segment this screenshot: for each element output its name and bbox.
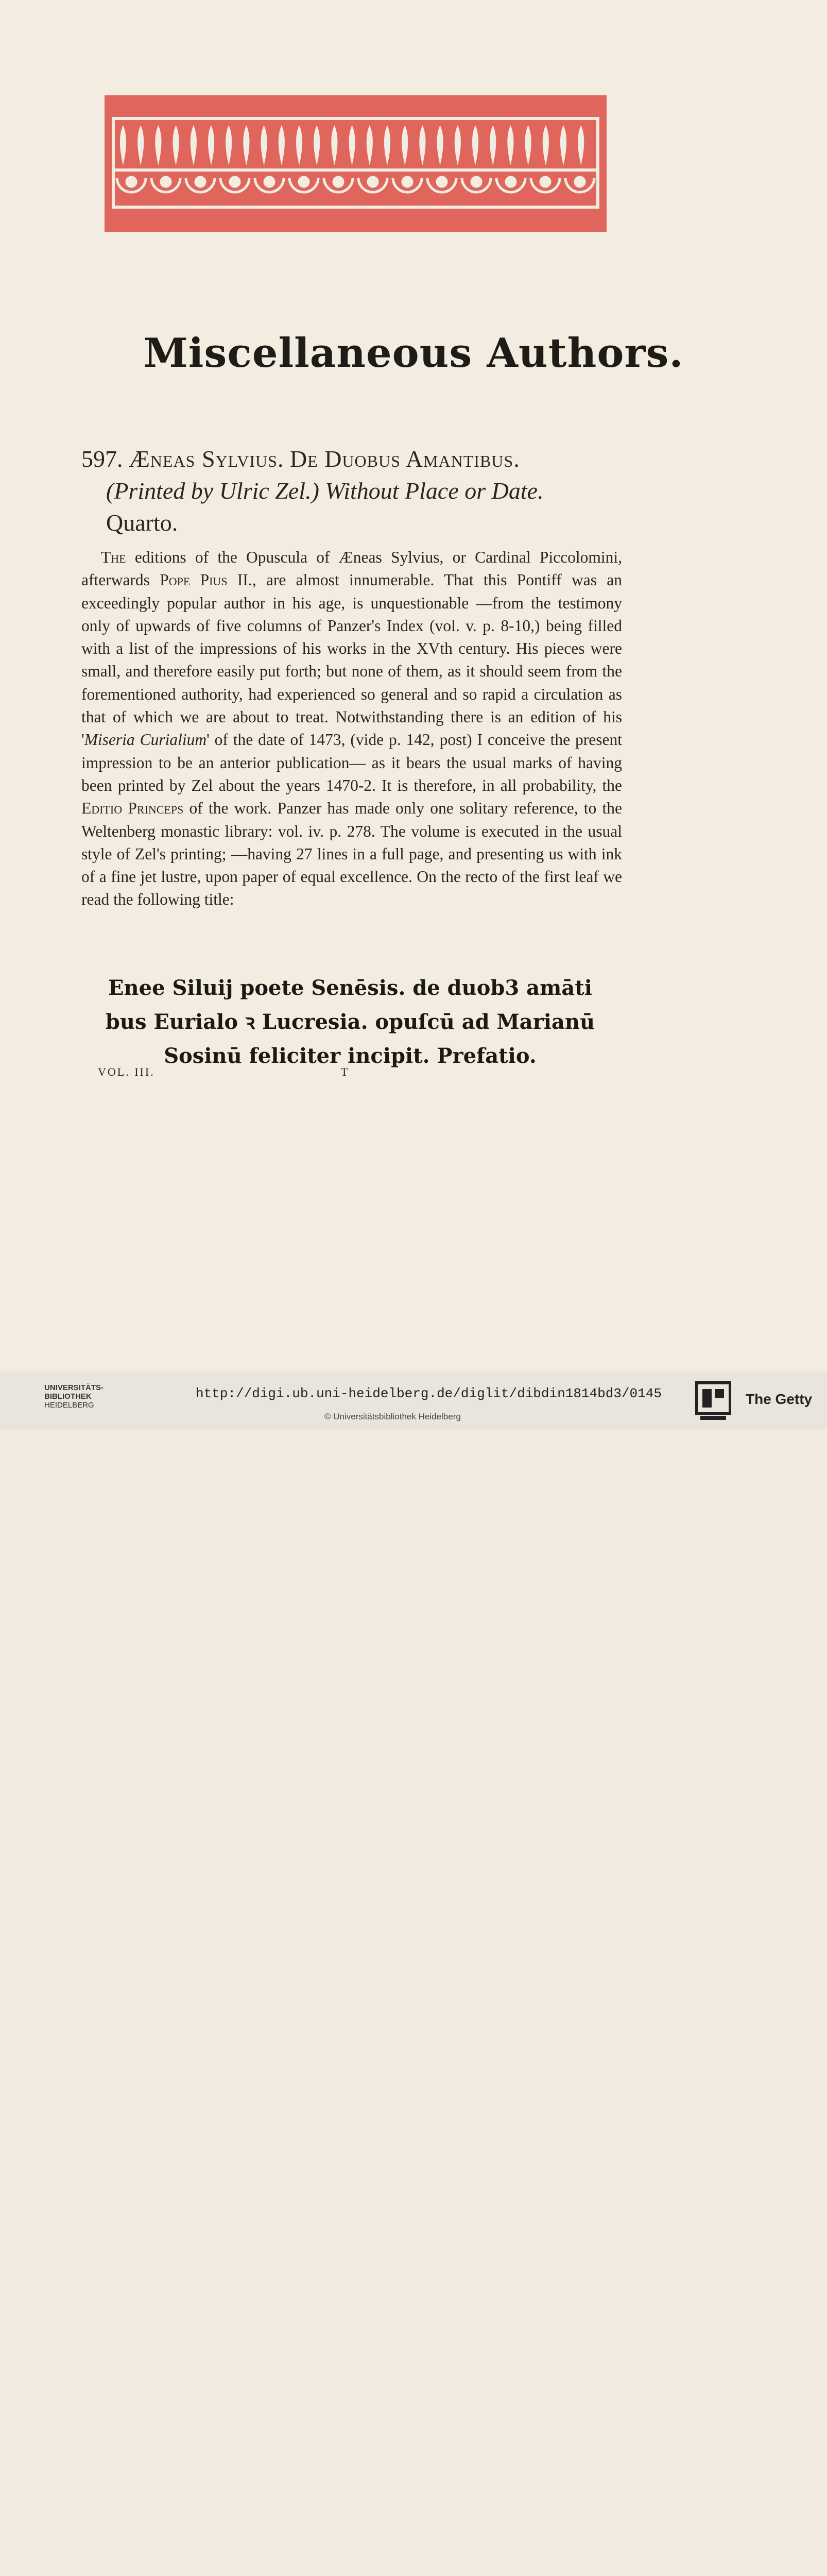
text-run: The	[101, 548, 126, 566]
entry-printer: (Printed by Ulric Zel.)	[106, 478, 319, 504]
ornament-dot	[403, 177, 412, 187]
ornament-dot	[575, 177, 584, 187]
text-run: II., are almost innumerable. That this Pontiff was an exceedingly popular author in his age, is unquestionable —from the testimony only of upwards of five columns of Panzer's Index (vol. v. p. 8-10,) being filled with a list of the impressions of his works in the XVth century. His pieces were small, and therefore easily put forth; but none of them, as it should seem from the forementioned authority, had experienced so general and so rapid a circulation as that of which we are about to treat. Notwithstanding there is an edition of his '	[81, 571, 622, 749]
text-run: editions of the Opuscula of Æneas Sylvius, or Cardinal Piccolomini, afterwards	[81, 548, 622, 589]
ornament-dot	[127, 177, 136, 187]
ornament-dot	[472, 177, 481, 187]
entry-number: 597.	[81, 446, 123, 472]
ornament-dot	[541, 177, 550, 187]
ornament-dot	[230, 177, 239, 187]
blackletter-line: bus Eurialo ꝛ Lucresia. opuſcū ad Marianū	[105, 1010, 595, 1034]
text-run: Editio Princeps	[81, 799, 184, 818]
ornament-dot	[506, 177, 515, 187]
entry-format: Quarto.	[106, 510, 178, 536]
ornament-dot	[368, 177, 377, 187]
entry-place-date: Without Place or Date.	[325, 478, 544, 504]
entry-heading	[81, 443, 627, 539]
ornament-dot	[334, 177, 343, 187]
blackletter-line: Sosinū feliciter incipit. Prefatio.	[164, 1044, 537, 1068]
text-run: of the work. Panzer has made only one solitary reference, to the Weltenberg monastic library: vol. iv. p. 278. The volume is executed in the usual style of Zel's printing; —having 27 lines in a full page, and presenting us with ink of a fine jet lustre, upon paper of equal excellence. On the recto of the first leaf we read the following title:	[81, 799, 622, 909]
ornament-dot	[299, 177, 308, 187]
blackletter-title-quote	[77, 971, 623, 1073]
institution-name	[44, 1383, 104, 1410]
ornament-dot	[161, 177, 170, 187]
getty-logo-icon	[695, 1381, 731, 1422]
institution-line: UNIVERSITÄTS-	[44, 1383, 104, 1392]
ornament-dot	[196, 177, 205, 187]
partner-name: The Getty	[746, 1391, 813, 1407]
gathering-mark: T	[341, 1065, 350, 1078]
ornament-dot	[437, 177, 446, 187]
blackletter-line: Enee Siluij poete Senēsis. de duob3 amāti	[108, 976, 592, 1000]
body-text	[81, 546, 622, 911]
institution-line: HEIDELBERG	[44, 1401, 94, 1410]
institution-line: BIBLIOTHEK	[44, 1392, 92, 1401]
entry-author: Æneas Sylvius.	[129, 446, 284, 472]
text-run: Miseria Curialium	[84, 731, 207, 749]
copyright-notice: © Universitätsbibliothek Heidelberg	[324, 1412, 461, 1421]
entry-work-title: De Duobus Amantibus.	[289, 446, 520, 472]
ornament-dot	[265, 177, 274, 187]
text-run: ' of the date of 1473, (vide p. 142, post) I conceive the present impression to be an anterior publication— as it bears the usual marks of having been printed by Zel about the years 1470-2. It is therefore, in all probability, the	[81, 731, 622, 794]
volume-signature: VOL. III.	[98, 1065, 155, 1078]
page-title: Miscellaneous Authors.	[143, 330, 684, 377]
paragraph	[81, 546, 622, 911]
permalink-url[interactable]: http://digi.ub.uni-heidelberg.de/diglit/dibdin1814bd3/0145	[196, 1386, 662, 1401]
decorative-header-ornament	[105, 95, 607, 232]
text-run: Pope Pius	[160, 571, 228, 589]
